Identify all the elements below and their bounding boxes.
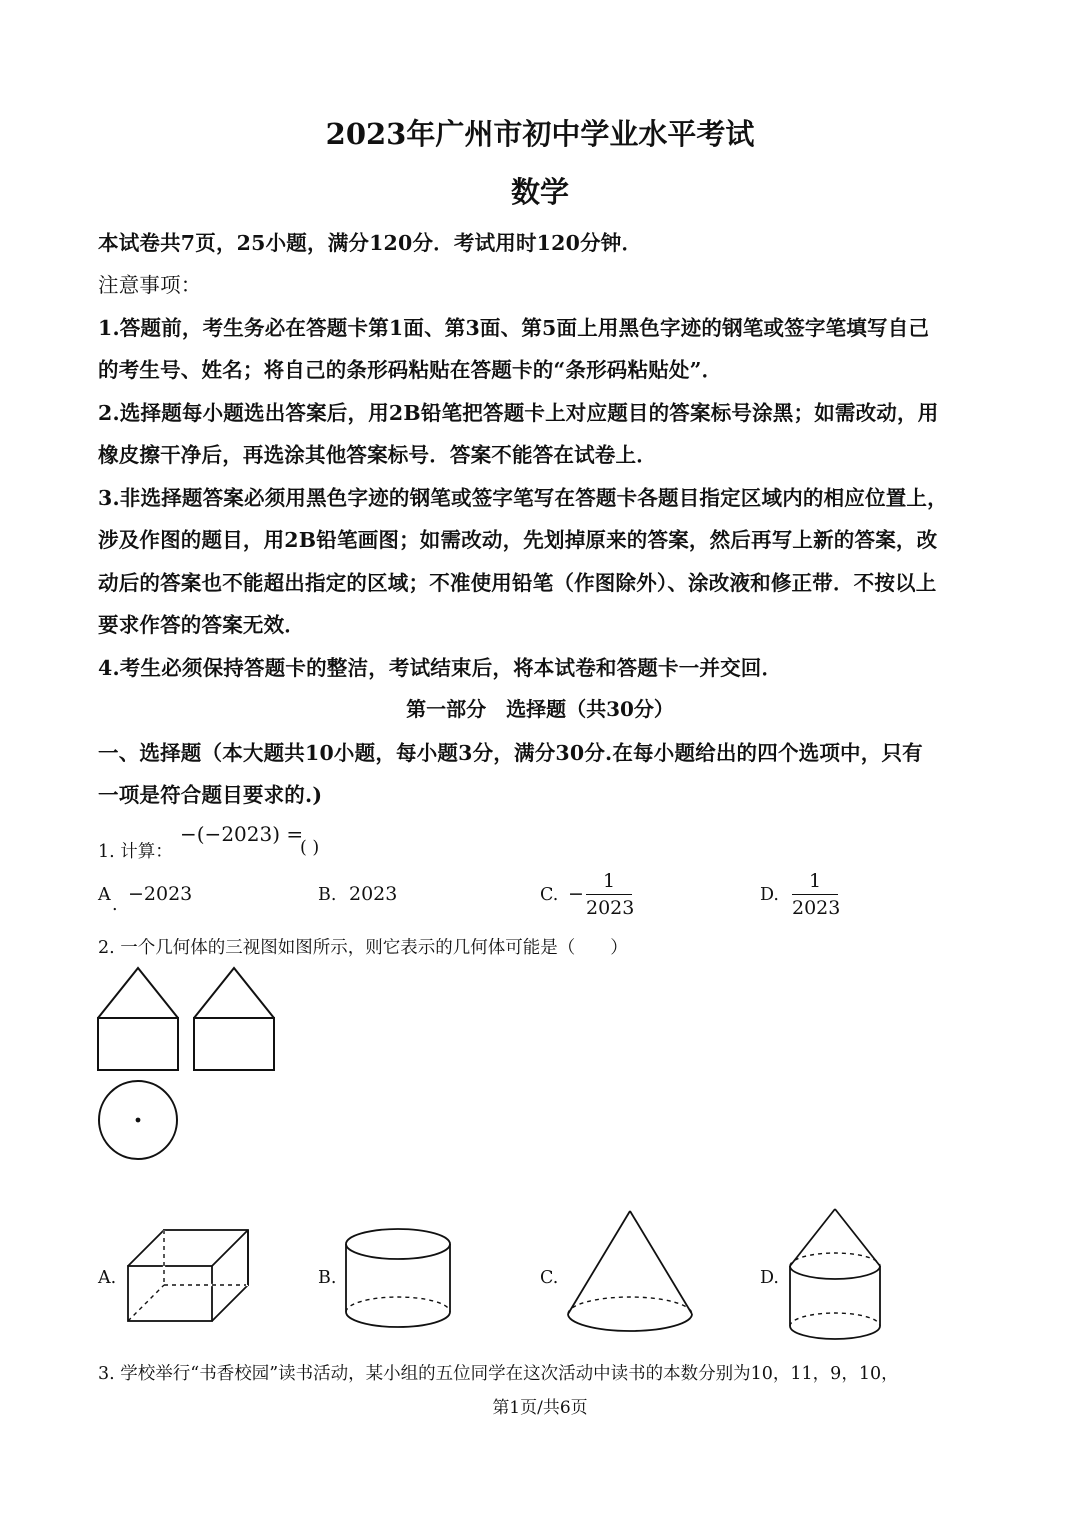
q2-option-c-cone bbox=[564, 1208, 696, 1336]
fraction-bar bbox=[586, 894, 632, 895]
note-2-line-1: 2.选择题每小题选出答案后，用2B铅笔把答题卡上对应题目的答案标号涂黑；如需改动，用 bbox=[98, 401, 939, 425]
page-number: 第1页/共6页 bbox=[492, 1398, 588, 1418]
q2-option-a-cuboid bbox=[124, 1226, 252, 1326]
exam-title: 2023年广州市初中学业水平考试 bbox=[325, 117, 755, 151]
q1-option-c-denominator: 2023 bbox=[586, 897, 635, 919]
q1-option-c-fraction bbox=[586, 870, 635, 919]
q1-option-d-numerator: 1 bbox=[808, 870, 822, 892]
q3-text: 3. 学校举行“书香校园”读书活动，某小组的五位同学在这次活动中读书的本数分别为10，11，9，10， bbox=[98, 1364, 899, 1384]
q1-option-c-numerator: 1 bbox=[602, 870, 616, 892]
note-3-line-4: 要求作答的答案无效． bbox=[98, 613, 305, 637]
section-1-line-1: 一、选择题（本大题共10小题，每小题3分，满分30分.在每小题给出的四个选项中，只有 bbox=[98, 741, 923, 765]
q2-option-c-label: C. bbox=[540, 1268, 559, 1288]
part-1-heading: 第一部分 选择题（共30分） bbox=[406, 697, 674, 721]
q1-label: 1. 计算： bbox=[98, 842, 173, 862]
side-view bbox=[194, 968, 274, 1070]
q2-option-a-label: A. bbox=[98, 1268, 117, 1288]
q1-option-c-sign: − bbox=[568, 883, 584, 905]
subject-title: 数学 bbox=[510, 175, 569, 209]
q2-option-d-label: D. bbox=[760, 1268, 779, 1288]
fraction-bar bbox=[792, 894, 838, 895]
note-3-line-3: 动后的答案也不能超出指定的区域；不准使用铅笔（作图除外）、涂改液和修正带．不按以上 bbox=[98, 571, 937, 595]
q1-option-b: 2023 bbox=[349, 883, 398, 905]
front-view bbox=[98, 968, 178, 1070]
q2-option-d-cone-on-cylinder bbox=[786, 1206, 884, 1346]
note-1-line-1: 1.答题前，考生务必在答题卡第1面、第3面、第5面上用黑色字迹的钢笔或签字笔填写自己 bbox=[98, 316, 930, 340]
exam-summary: 本试卷共7页，25小题，满分120分．考试用时120分钟． bbox=[98, 231, 643, 255]
q1-option-c-label: C. bbox=[540, 885, 559, 905]
note-3-line-1: 3.非选择题答案必须用黑色字迹的钢笔或签字笔写在答题卡各题目指定区域内的相应位置上， bbox=[98, 486, 948, 510]
q1-option-d-label: D. bbox=[760, 885, 779, 905]
q2-option-b-label: B. bbox=[318, 1268, 337, 1288]
note-4: 4.考生必须保持答题卡的整洁，考试结束后，将本试卷和答题卡一并交回． bbox=[98, 656, 783, 680]
q1-option-d-denominator: 2023 bbox=[792, 897, 841, 919]
notice-heading: 注意事项： bbox=[98, 273, 202, 297]
q1-option-a-dot: . bbox=[112, 895, 118, 915]
note-1-line-2: 的考生号、姓名；将自己的条形码粘贴在答题卡的“条形码粘贴处”． bbox=[98, 358, 723, 382]
q1-answer-paren: ( ) bbox=[300, 838, 320, 858]
q2-option-b-cylinder bbox=[342, 1226, 454, 1332]
center-point bbox=[136, 1118, 141, 1123]
note-3-line-2: 涉及作图的题目，用2B铅笔画图；如需改动，先划掉原来的答案，然后再写上新的答案，改 bbox=[98, 528, 938, 552]
section-1-line-2: 一项是符合题目要求的.) bbox=[98, 783, 323, 807]
q1-expression: −(−2023) = bbox=[180, 822, 304, 846]
q2-text: 2. 一个几何体的三视图如图所示，则它表示的几何体可能是（ ） bbox=[98, 938, 628, 958]
q1-option-b-label: B. bbox=[318, 885, 337, 905]
q1-option-a: −2023 bbox=[128, 883, 193, 905]
q1-option-d-fraction bbox=[792, 870, 841, 919]
q2-three-views-figure bbox=[96, 964, 278, 1164]
note-2-line-2: 橡皮擦干净后，再选涂其他答案标号．答案不能答在试卷上． bbox=[98, 443, 657, 467]
q1-option-a-label: A bbox=[98, 885, 111, 905]
